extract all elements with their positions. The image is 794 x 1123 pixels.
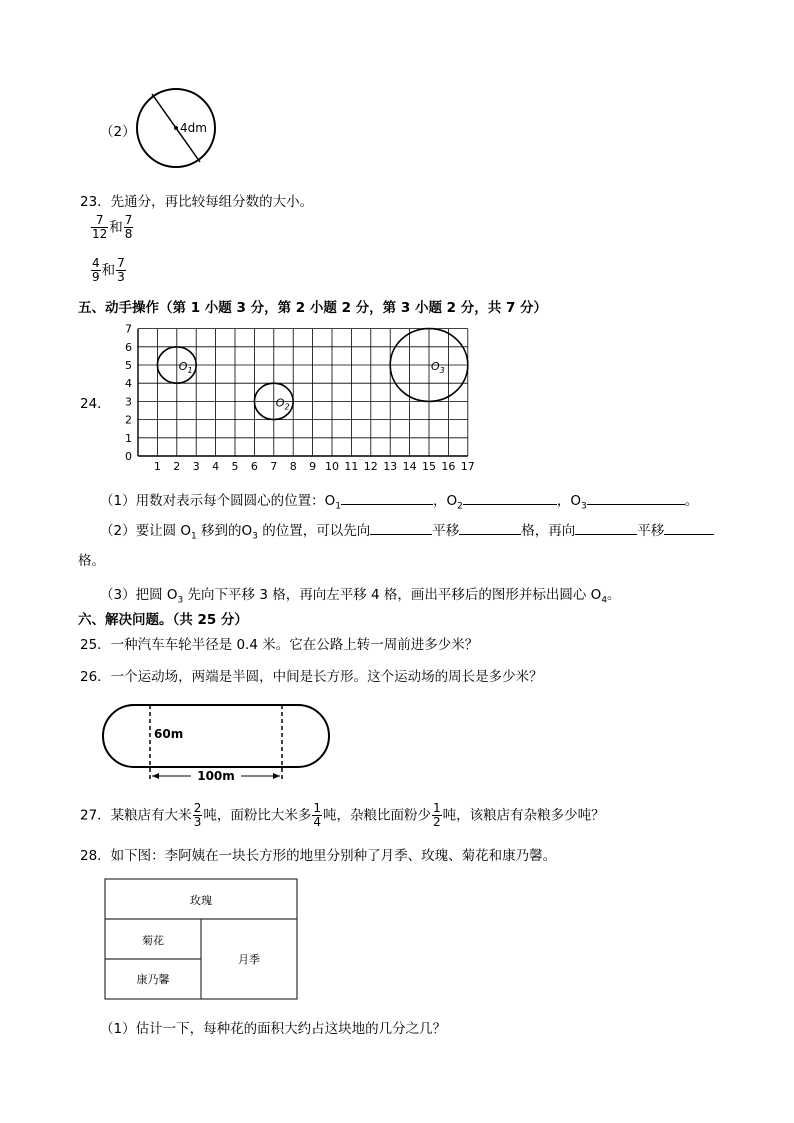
x-tick-label: 7 bbox=[270, 460, 278, 473]
q22-circle-figure bbox=[134, 87, 220, 169]
answer-blank[interactable] bbox=[664, 520, 714, 535]
q26-width-label: 60m bbox=[154, 727, 184, 741]
y-tick-label: 1 bbox=[125, 431, 132, 445]
q22-circle-label: 4dm bbox=[180, 121, 207, 135]
y-tick-label: 2 bbox=[125, 413, 132, 427]
x-tick-label: 10 bbox=[325, 460, 339, 473]
q24-s2-end: 格。 bbox=[78, 553, 105, 569]
x-tick-label: 6 bbox=[250, 460, 258, 473]
x-tick-label: 14 bbox=[402, 460, 417, 473]
y-tick-label: 5 bbox=[125, 359, 132, 372]
circle-center-label: $O_2$ bbox=[275, 396, 290, 412]
q24-s3: （3）把圆 $O_3$ 先向下平移 3 格，再向左平移 4 格，画出平移后的图形并标出圆心 $O_4$。 bbox=[100, 587, 621, 606]
q24-number: 24． bbox=[80, 396, 111, 412]
q24-coordinate-grid bbox=[118, 322, 478, 474]
q28-garden-figure bbox=[104, 878, 300, 1002]
q25-text: 25．一种汽车车轮半径是 0.4 米。它在公路上转一周前进多少米？ bbox=[80, 637, 479, 653]
section5-title: 五、动手操作（第 1 小题 3 分，第 2 小题 2 分，第 3 小题 2 分，共 7 分） bbox=[78, 300, 548, 316]
y-tick-label: 0 bbox=[125, 450, 132, 463]
fraction: $\frac{1}{4}$ bbox=[313, 801, 321, 829]
q27-text: 27．某粮店有大米 $\frac{2}{3}$ 吨，面粉比大米多 $\frac{1}{4}$ 吨，杂粮比面粉少 $\frac{1}{2}$ 吨，该粮店有杂粮多少吨？ bbox=[80, 801, 605, 829]
fraction: $\frac{7}{8}$ bbox=[124, 213, 133, 241]
x-tick-label: 5 bbox=[231, 460, 239, 473]
x-tick-label: 13 bbox=[383, 460, 398, 473]
answer-blank[interactable] bbox=[370, 520, 432, 535]
q23-pair1: $\frac{7}{12}$ 和 $\frac{7}{8}$ bbox=[92, 213, 133, 241]
circle-center-label: $O_1$ bbox=[178, 360, 193, 375]
q26-track-figure bbox=[96, 694, 336, 790]
q28-cell-rose: 玫瑰 bbox=[190, 894, 212, 907]
answer-blank[interactable] bbox=[575, 520, 637, 535]
fraction: $\frac{1}{2}$ bbox=[432, 801, 441, 829]
answer-blank[interactable] bbox=[459, 520, 521, 535]
q22-sub2-label: （2） bbox=[100, 124, 136, 140]
x-tick-label: 12 bbox=[363, 460, 378, 473]
section6-title: 六、解决问题。（共 25 分） bbox=[78, 612, 248, 628]
q28-text: 28．如下图：李阿姨在一块长方形的地里分别种了月季、玫瑰、菊花和康乃馨。 bbox=[80, 848, 557, 864]
fraction: $\frac{2}{3}$ bbox=[193, 801, 202, 829]
answer-blank[interactable] bbox=[463, 490, 557, 505]
x-tick-label: 1 bbox=[153, 460, 161, 473]
q24-s1: （1）用数对表示每个圆圆心的位置：$O_1$ ，$O_2$ ，$O_3$ 。 bbox=[100, 489, 698, 512]
answer-blank[interactable] bbox=[341, 490, 433, 505]
q26-arrowhead-left bbox=[152, 773, 159, 779]
x-tick-label: 4 bbox=[212, 460, 220, 473]
x-tick-label: 11 bbox=[344, 460, 359, 473]
y-tick-label: 3 bbox=[125, 395, 132, 409]
fraction: $\frac{4}{9}$ bbox=[92, 256, 100, 284]
q24-s2: （2）要让圆 $O_1$ 移到的$O_3$ 的位置，可以先向 平移 格，再向 平移 bbox=[100, 519, 714, 542]
q28-s1: （1）估计一下，每种花的面积大约占这块地的几分之几？ bbox=[100, 1021, 447, 1037]
q26-text: 26．一个运动场，两端是半圆，中间是长方形。这个运动场的周长是多少米？ bbox=[80, 669, 543, 685]
x-tick-label: 16 bbox=[441, 460, 456, 473]
q28-cell-carnation: 康乃馨 bbox=[136, 973, 170, 986]
y-tick-label: 6 bbox=[125, 340, 132, 354]
q28-cell-chrysanthemum: 菊花 bbox=[142, 934, 164, 947]
x-tick-label: 8 bbox=[289, 460, 297, 473]
fraction: $\frac{7}{3}$ bbox=[117, 256, 125, 284]
circle-center-label: $O_3$ bbox=[431, 360, 445, 375]
x-tick-label: 2 bbox=[173, 460, 181, 473]
x-tick-label: 15 bbox=[422, 460, 436, 473]
q23-pair2: $\frac{4}{9}$ 和 $\frac{7}{3}$ bbox=[92, 256, 125, 284]
answer-blank[interactable] bbox=[587, 490, 685, 505]
q26-arrowhead-right bbox=[273, 773, 280, 779]
y-tick-label: 4 bbox=[125, 377, 132, 391]
q22-center-dot bbox=[174, 126, 178, 130]
q28-cell-china-rose: 月季 bbox=[238, 953, 260, 966]
q23-text: 23．先通分，再比较每组分数的大小。 bbox=[80, 194, 314, 210]
x-tick-label: 17 bbox=[460, 460, 475, 473]
fraction: $\frac{7}{12}$ bbox=[92, 213, 108, 241]
x-tick-label: 3 bbox=[192, 460, 200, 473]
x-tick-label: 9 bbox=[309, 460, 317, 473]
q26-length-label: 100m bbox=[197, 769, 235, 783]
q26-track-outline bbox=[103, 705, 329, 767]
y-tick-label: 7 bbox=[125, 322, 132, 336]
